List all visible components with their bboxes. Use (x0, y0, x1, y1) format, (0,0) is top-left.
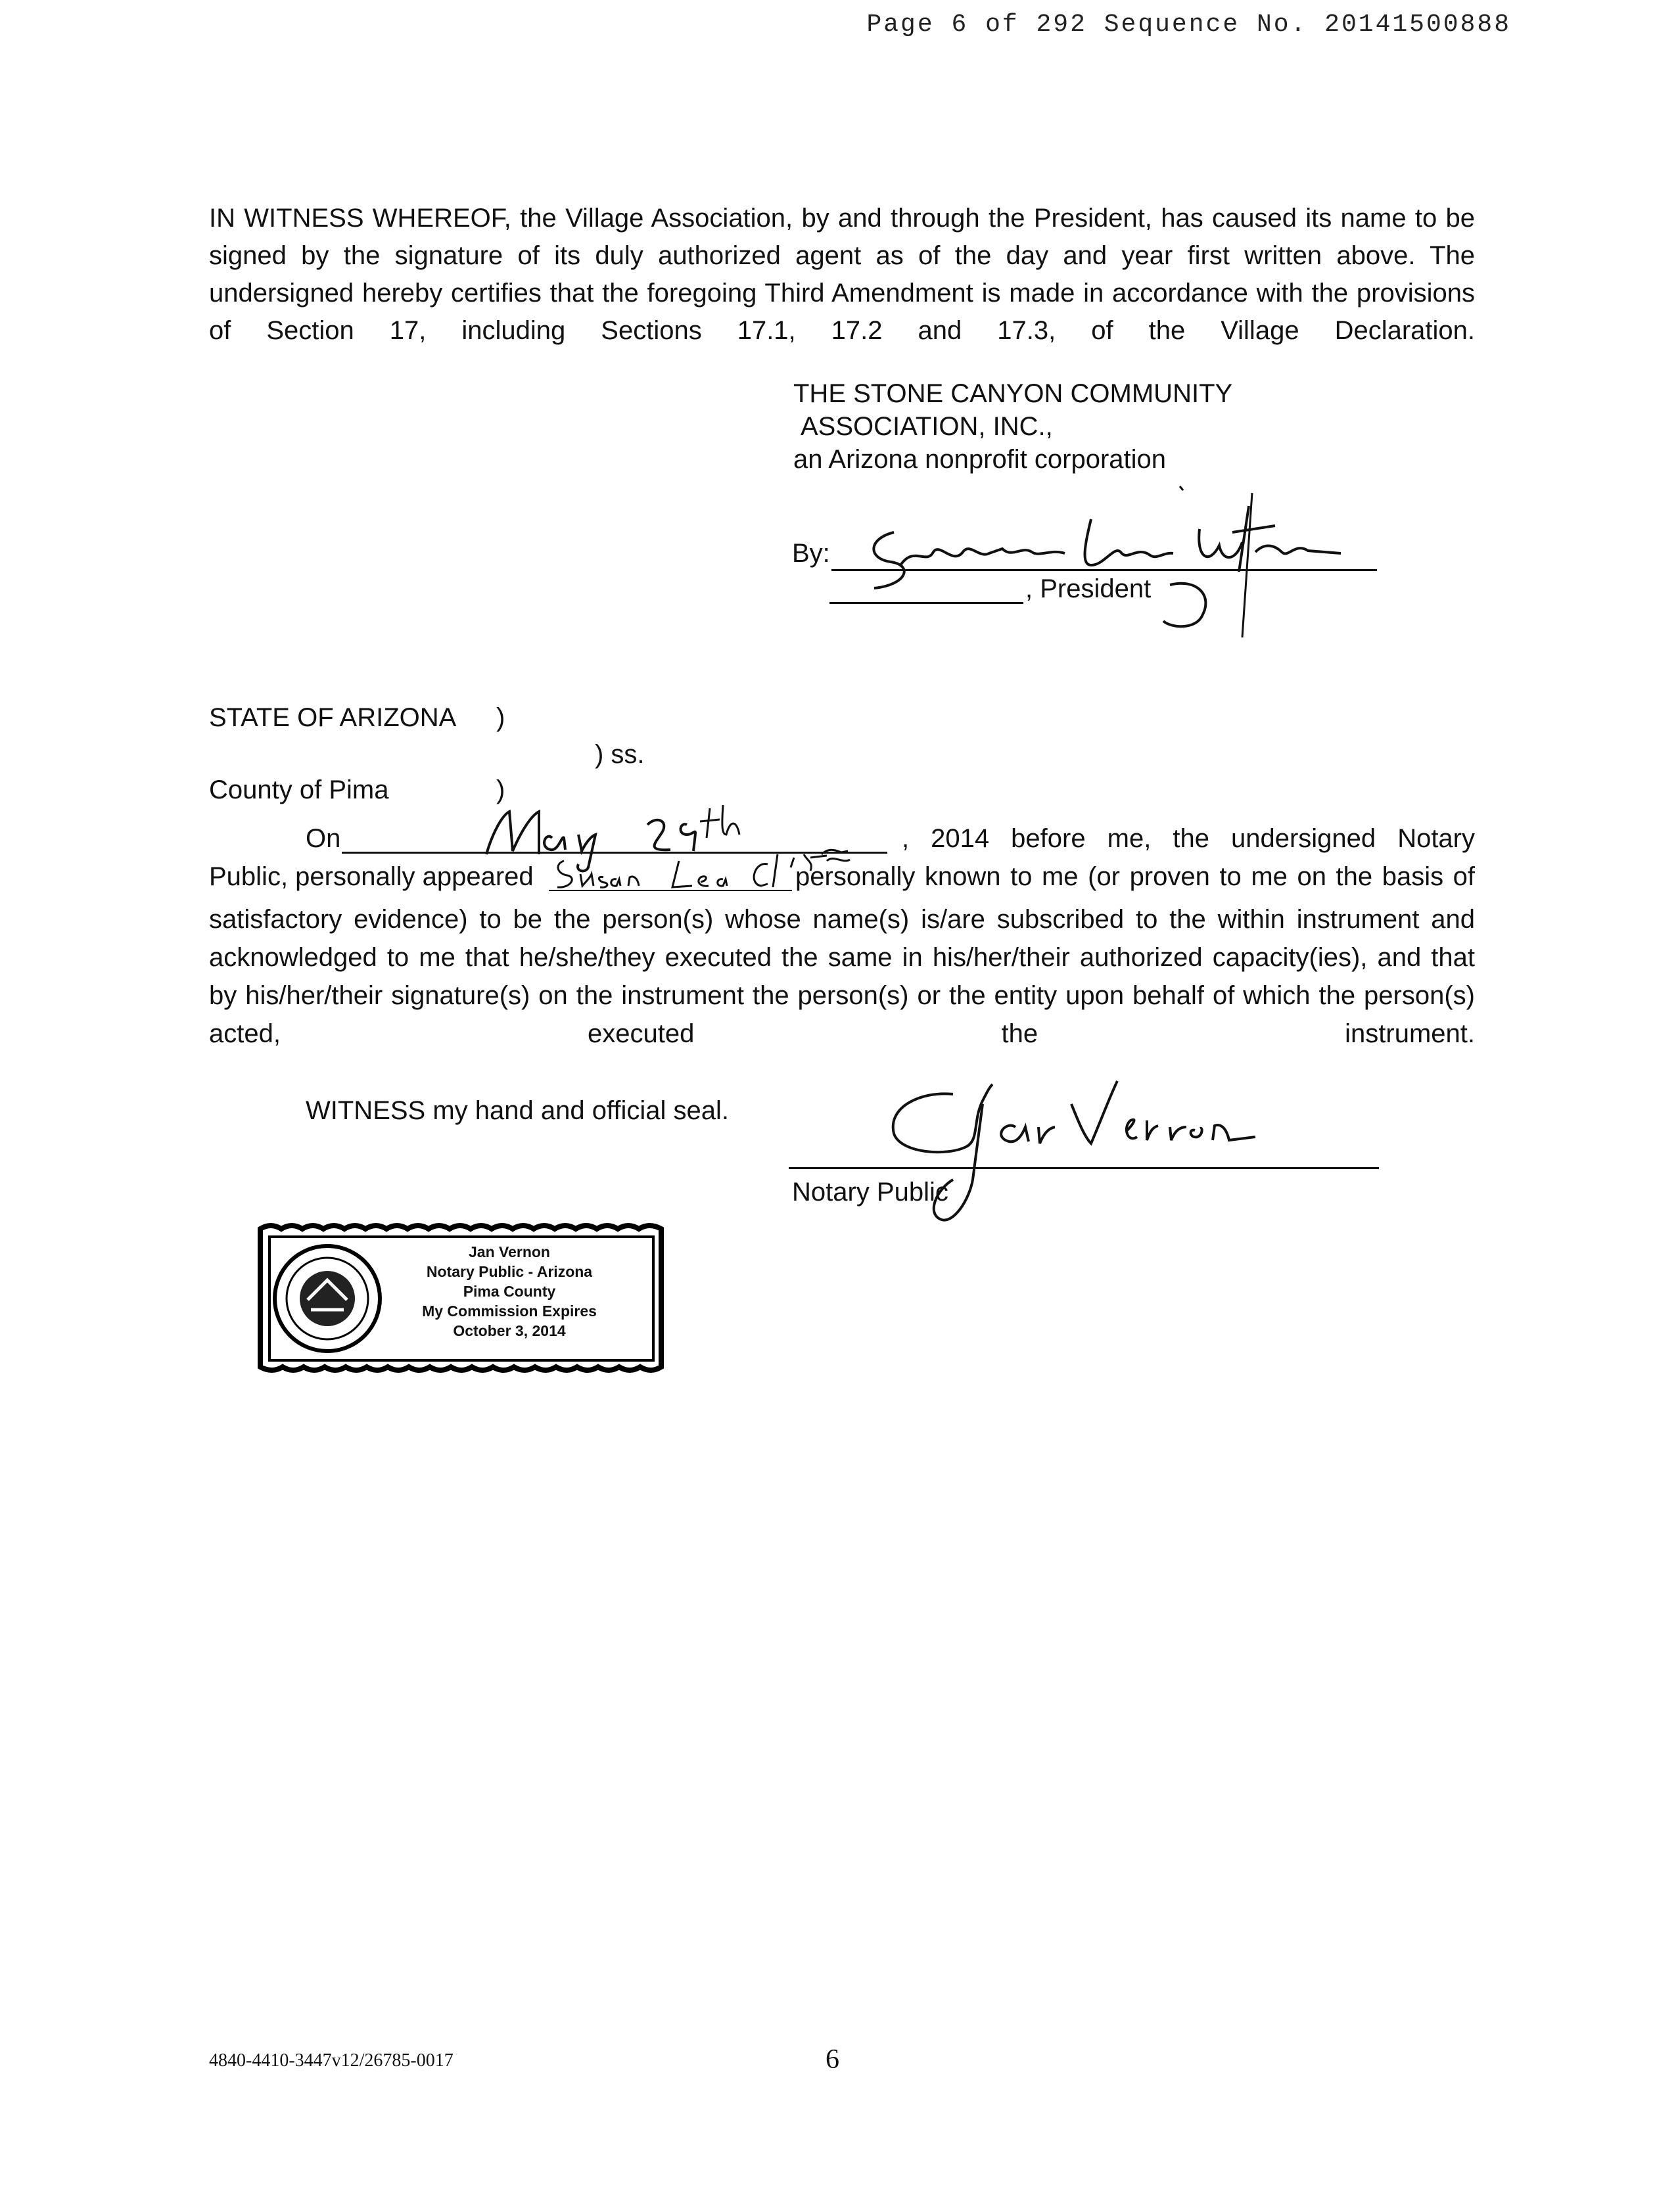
document-id: 4840-4410-3447v12/26785-0017 (209, 2050, 454, 2071)
organization-type: an Arizona nonprofit corporation (793, 445, 1167, 474)
stamp-text (388, 1242, 631, 1341)
handwritten-appeared-name (551, 848, 893, 900)
page-number: 6 (826, 2044, 839, 2075)
witness-whereof-paragraph: IN WITNESS WHEREOF, the Village Association, by and through the President, has caused its name to be signed by the signature of its duly authorized agent as of the day and year first written above. The undersigned hereby certifies that the foregoing Third Amendment is made in accordance with the provisions of Section 17, including Sections 17.1, 17.2 and 17.3, of the Village Declaration. (209, 204, 1475, 345)
page-sequence-header: Page 6 of 292 Sequence No. 20141500888 (866, 11, 1511, 39)
notary-signature (874, 1068, 1282, 1239)
acknowledgment-paragraph: satisfactory evidence) to be the person(s) whose name(s) is/are subscribed to the within instrument and acknowledged to me that he/she/they executed the same in his/her/their authorized capacity(ies), and that by his/her/their signature(s) on the instrument the person(s) or the entity upon behalf of which the person(s) acted, executed the instrument. (209, 905, 1475, 1048)
ss-label: ) ss. (595, 740, 645, 769)
stamp-title: Notary Public - Arizona (426, 1263, 593, 1280)
president-label: , President (1025, 574, 1152, 603)
county-paren: ) (496, 775, 505, 804)
witness-seal-line: WITNESS my hand and official seal. (306, 1096, 729, 1125)
stamp-expiry: October 3, 2014 (453, 1322, 566, 1339)
on-label: On (306, 824, 341, 853)
date-clause: , 2014 before me, the undersigned Notary (902, 824, 1475, 853)
stamp-county: Pima County (463, 1283, 556, 1300)
organization-name-line2: ASSOCIATION, INC., (801, 412, 1053, 441)
president-signature (854, 480, 1367, 637)
county-label: County of Pima (209, 775, 389, 804)
stamp-notary-name: Jan Vernon (469, 1243, 550, 1260)
state-paren: ) (496, 703, 505, 732)
state-label: STATE OF ARIZONA (209, 703, 457, 732)
organization-name-line1: THE STONE CANYON COMMUNITY (793, 379, 1233, 408)
notary-public-label: Notary Public (792, 1178, 948, 1207)
personally-known-clause: personally known to me (or proven to me on the basis of (795, 862, 1475, 891)
stamp-commission: My Commission Expires (422, 1302, 597, 1320)
by-label: By: (792, 539, 830, 568)
public-appeared-label: Public, personally appeared (209, 862, 534, 891)
